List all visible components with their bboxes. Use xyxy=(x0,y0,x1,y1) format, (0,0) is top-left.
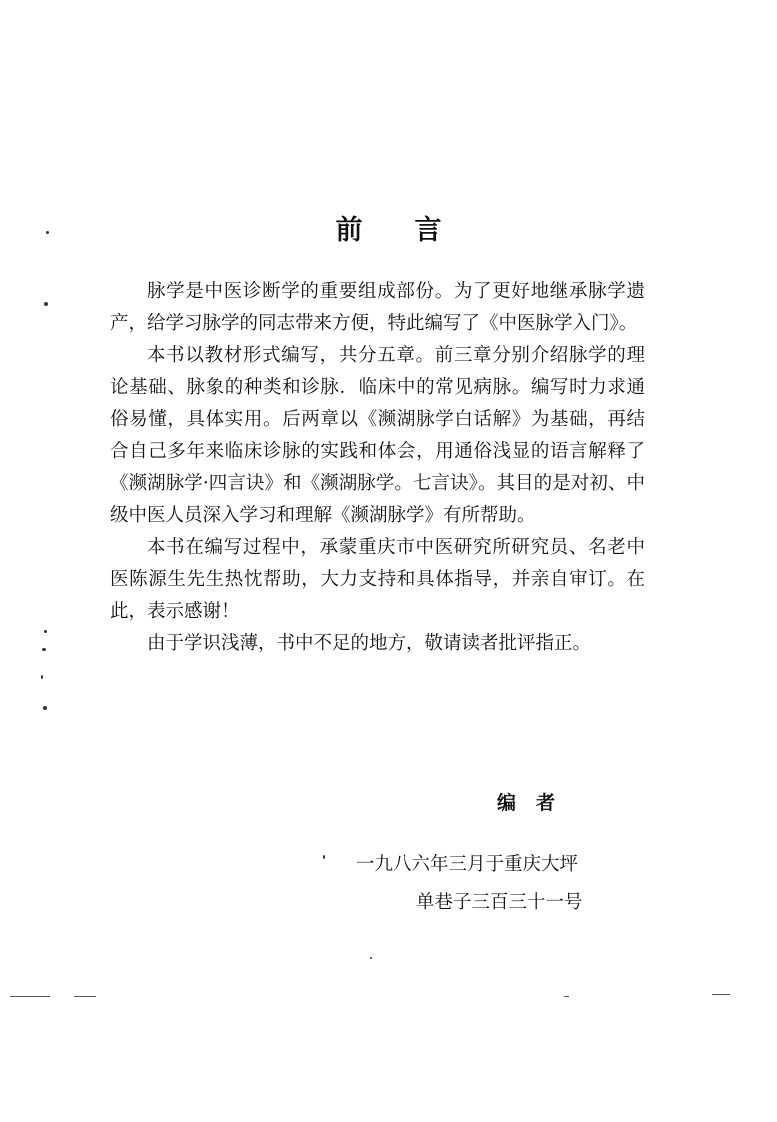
scan-speck xyxy=(41,675,43,679)
scan-speck xyxy=(712,994,730,995)
paragraph-3: 本书在编写过程中，承蒙重庆市中医研究所研究员、名老中医陈源生先生热忱帮助，大力支持和具体指导，并亲自审订。在此，表示感谢！ xyxy=(110,537,645,622)
paragraph-4: 由于学识浅薄，书中不足的地方，敬请读者批评指正。 xyxy=(147,633,592,654)
paragraph-1: 脉学是中医诊断学的重要组成部份。为了更好地继承脉学遗产，给学习脉学的同志带来方便，特此编写了《中医脉学入门》。 xyxy=(110,281,645,334)
scan-speck xyxy=(46,231,49,234)
scan-speck xyxy=(564,996,569,997)
paragraph-2: 本书以教材形式编写，共分五章。前三章分别介绍脉学的理论基础、脉象的种类和诊脉．临床中的常见病脉。编写时力求通俗易懂，具体实用。后两章以《濒湖脉学白话解》为基础，再结合自己多年来临床诊脉的实践和体会，用通俗浅显的语言解释了《濒湖脉学·四言诀》和《濒湖脉学。七言诀》。其目的是对初、中级中医人员深入学习和理解《濒湖脉学》有所帮助。 xyxy=(110,345,645,526)
address-line: 单巷子三百三十一号 xyxy=(416,892,583,913)
scan-speck xyxy=(43,706,47,710)
scan-speck xyxy=(10,996,50,997)
author-signature: 编者 xyxy=(497,792,576,814)
scan-speck xyxy=(74,996,96,997)
preface-body xyxy=(110,276,645,660)
scan-speck xyxy=(370,957,372,959)
scan-speck xyxy=(44,302,48,306)
scan-speck xyxy=(42,648,46,651)
scan-speck xyxy=(323,855,325,859)
scan-speck xyxy=(44,630,47,633)
date-line: 一九八六年三月于重庆大坪 xyxy=(356,854,579,875)
page-title: 前言 xyxy=(335,215,494,246)
